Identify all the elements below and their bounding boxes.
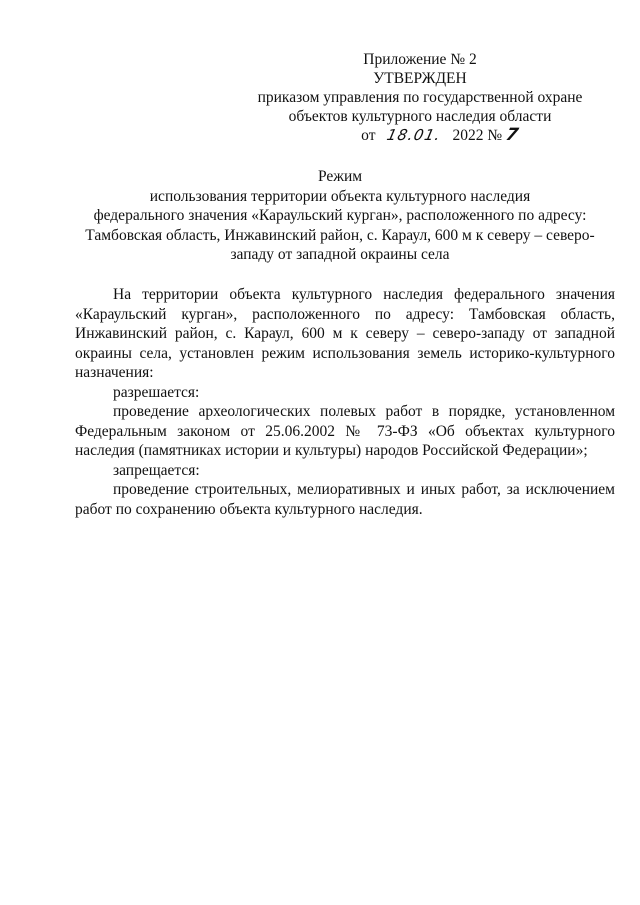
order-line-1: приказом управления по государственной охране [257,89,583,106]
document-title [70,167,610,265]
title-line-1: Режим [317,168,363,185]
handwritten-date: 18.01. [385,126,443,144]
title-line-4: Тамбовская область, Инжавинский район, с. Караул, 600 м к северу – северо- [85,226,595,244]
allowed-label: разрешается: [113,383,200,401]
handwritten-order-number: 7 [503,125,522,145]
forbidden-label: запрещается: [113,461,200,479]
title-line-3: федерального значения «Караульский курган», расположенного по адресу: [93,207,587,224]
order-line-2: объектов культурного наследия области [288,108,552,125]
title-line-5: западу от западной окраины села [230,246,450,263]
forbidden-paragraph: проведение строительных, мелиоративных и иных работ, за исключением работ по сохранению объекта культурного наследия. [75,481,615,518]
date-prefix: от [361,127,376,144]
intro-paragraph: На территории объекта культурного наследия федерального значения «Караульский курган», расположенного по адресу: Тамбовская область, Инжавинский район, с. Караул, 600 м к северу – северо-западу от западной окраины села, установлен режим использования земель историко-культурного назначения: [75,286,615,381]
approval-block [240,50,600,145]
title-line-2: использования территории объекта культурного наследия [149,187,531,205]
order-year-number-label: 2022 № [452,127,503,144]
approved-label: УТВЕРЖДЕН [373,70,467,87]
allowed-paragraph: проведение археологических полевых работ в порядке, установленном Федеральным законом от 25.06.2002 № 73-ФЗ «Об объектах культурного наследия (памятниках истории и культуры) народов Российской Федерации»; [75,403,615,459]
order-date-line [240,126,600,145]
document-body [75,285,615,519]
appendix-label: Приложение № 2 [363,51,477,68]
